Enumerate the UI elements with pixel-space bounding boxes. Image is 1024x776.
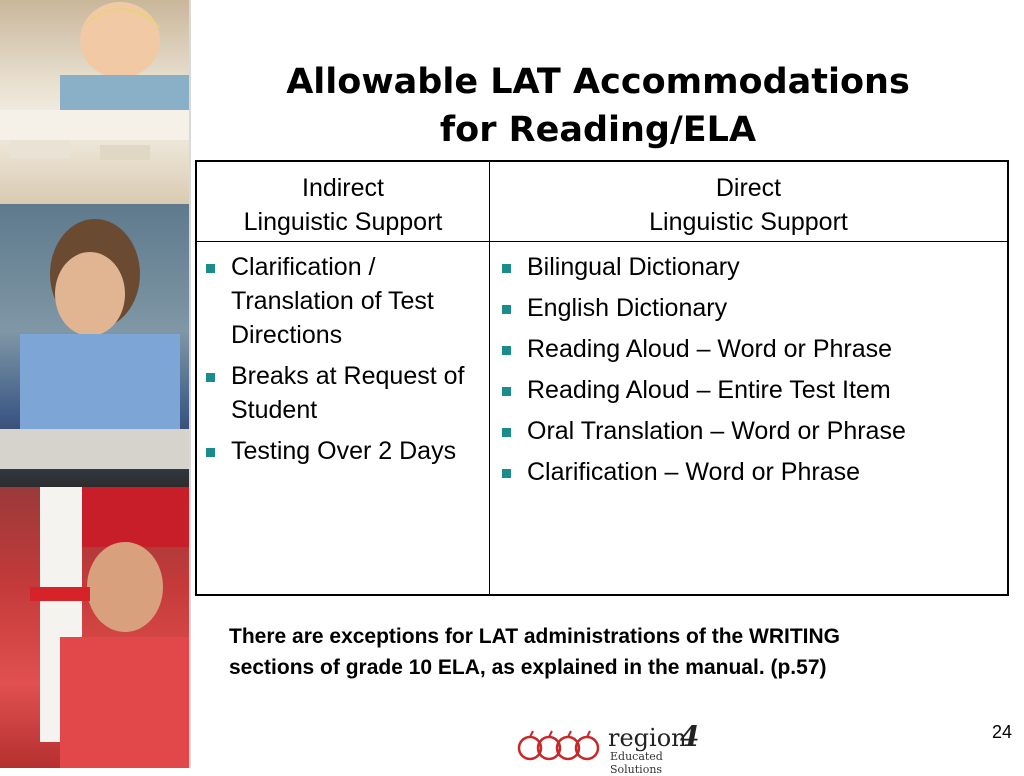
list-item-text: Reading Aloud – Entire Test Item xyxy=(527,376,891,404)
square-bullet-icon xyxy=(502,469,511,478)
list-item xyxy=(493,455,993,489)
photo-graduate xyxy=(0,487,189,768)
indirect-support-list xyxy=(197,250,483,475)
list-item-text: English Dictionary xyxy=(527,294,728,322)
region4-logo xyxy=(516,720,716,776)
page-number: 24 xyxy=(991,722,1012,742)
list-item-text: Breaks at Request of Student xyxy=(231,362,465,424)
title-line-2: for Reading/ELA xyxy=(439,110,757,150)
square-bullet-icon xyxy=(502,305,511,314)
list-item-text: Testing Over 2 Days xyxy=(231,437,457,465)
list-item-text: Clarification – Word or Phrase xyxy=(527,458,861,486)
list-item-text: Oral Translation – Word or Phrase xyxy=(527,417,906,445)
square-bullet-icon xyxy=(502,428,511,437)
direct-support-list xyxy=(493,250,993,496)
header-indirect-line1: Indirect xyxy=(302,174,384,202)
slide-title xyxy=(200,58,996,154)
list-item xyxy=(493,414,993,448)
photo-girl-stressed xyxy=(0,204,189,487)
logo-tagline: Educated Solutions xyxy=(610,750,663,776)
header-indirect-line2: Linguistic Support xyxy=(243,208,443,236)
square-bullet-icon xyxy=(502,346,511,355)
list-item-text: Clarification / Translation of Test Directions xyxy=(231,253,434,349)
header-direct-line2: Linguistic Support xyxy=(649,208,848,236)
title-line-1: Allowable LAT Accommodations xyxy=(286,62,910,102)
list-item xyxy=(197,250,483,352)
photo-boy-writing xyxy=(0,0,189,204)
header-indirect xyxy=(197,171,489,239)
logo-number: 4 xyxy=(680,720,700,753)
list-item-text: Bilingual Dictionary xyxy=(527,253,740,281)
square-bullet-icon xyxy=(206,373,215,382)
list-item-text: Reading Aloud – Word or Phrase xyxy=(527,335,893,363)
accommodations-table xyxy=(195,160,1009,596)
header-direct-line1: Direct xyxy=(715,174,782,202)
header-divider xyxy=(197,241,1007,242)
apple-circles-icon xyxy=(516,728,608,764)
square-bullet-icon xyxy=(502,387,511,396)
square-bullet-icon xyxy=(502,264,511,273)
exceptions-note: There are exceptions for LAT administrations of the WRITING sections of grade 10 ELA, as explained in the manual. (p.57) xyxy=(229,625,841,679)
logo-word: region xyxy=(608,724,687,752)
photo-divider xyxy=(189,0,191,768)
square-bullet-icon xyxy=(206,448,215,457)
list-item xyxy=(493,332,993,366)
square-bullet-icon xyxy=(206,264,215,273)
list-item xyxy=(493,373,993,407)
list-item xyxy=(493,250,993,284)
list-item xyxy=(493,291,993,325)
header-direct xyxy=(490,171,1007,239)
list-item xyxy=(197,434,483,468)
list-item xyxy=(197,359,483,427)
